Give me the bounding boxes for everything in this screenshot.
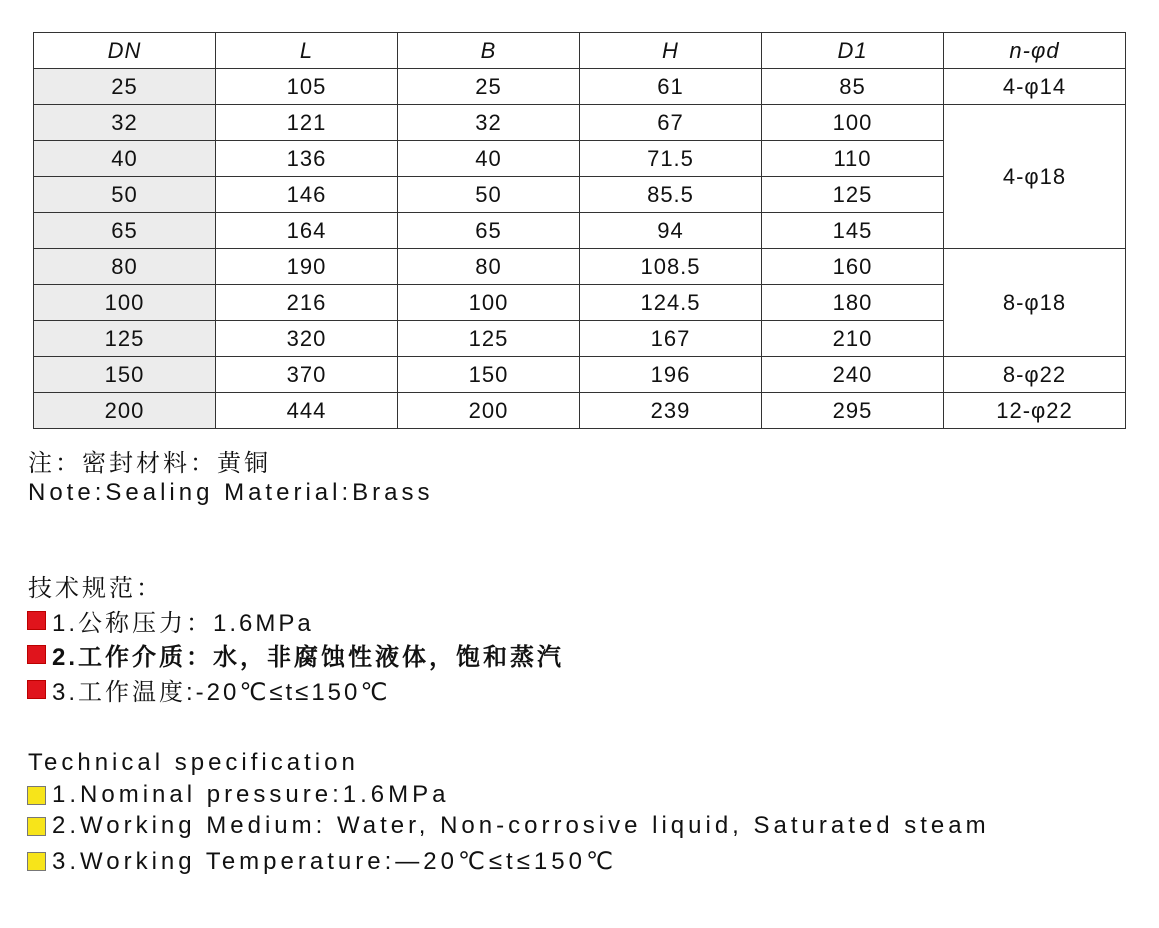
- spec-en-item-text: 3.Working Temperature:—20℃≤t≤150℃: [52, 848, 617, 875]
- cell-d1: 210: [762, 321, 944, 357]
- spec-en-item: [27, 847, 617, 876]
- header-b: B: [398, 33, 580, 69]
- cell-d1: 295: [762, 393, 944, 429]
- spec-cn-item-text: 2.工作介质：水，非腐蚀性液体，饱和蒸汽: [52, 644, 565, 671]
- cell-bolts: 4-φ14: [944, 69, 1126, 105]
- cell-b: 200: [398, 393, 580, 429]
- table-row: [34, 249, 1126, 285]
- cell-l: 164: [216, 213, 398, 249]
- cell-l: 146: [216, 177, 398, 213]
- cell-dn: 100: [34, 285, 216, 321]
- cell-dn: 200: [34, 393, 216, 429]
- cell-b: 50: [398, 177, 580, 213]
- header-dn: DN: [34, 33, 216, 69]
- spec-cn-item: [27, 672, 390, 707]
- cell-l: 216: [216, 285, 398, 321]
- table-row: [34, 105, 1126, 141]
- header-h: H: [580, 33, 762, 69]
- cell-l: 190: [216, 249, 398, 285]
- cell-h: 67: [580, 105, 762, 141]
- cell-b: 80: [398, 249, 580, 285]
- cell-l: 105: [216, 69, 398, 105]
- cell-d1: 180: [762, 285, 944, 321]
- table-header-row: [34, 33, 1126, 69]
- cell-d1: 110: [762, 141, 944, 177]
- red-square-icon: [27, 611, 46, 630]
- cell-h: 71.5: [580, 141, 762, 177]
- cell-l: 320: [216, 321, 398, 357]
- cell-d1: 240: [762, 357, 944, 393]
- header-d1: D1: [762, 33, 944, 69]
- cell-h: 196: [580, 357, 762, 393]
- spec-en-item-text: 1.Nominal pressure:1.6MPa: [52, 781, 450, 808]
- cell-dn: 50: [34, 177, 216, 213]
- cell-b: 25: [398, 69, 580, 105]
- yellow-square-icon: [27, 852, 46, 871]
- cell-dn: 80: [34, 249, 216, 285]
- cell-b: 125: [398, 321, 580, 357]
- spec-cn-item: [27, 637, 564, 672]
- cell-l: 121: [216, 105, 398, 141]
- cell-bolts: 4-φ18: [944, 105, 1126, 249]
- yellow-square-icon: [27, 817, 46, 836]
- header-l: L: [216, 33, 398, 69]
- cell-dn: 150: [34, 357, 216, 393]
- cell-h: 61: [580, 69, 762, 105]
- cell-d1: 145: [762, 213, 944, 249]
- spec-cn-item-text: 1.公称压力：1.6MPa: [52, 610, 314, 637]
- red-square-icon: [27, 645, 46, 664]
- cell-dn: 125: [34, 321, 216, 357]
- cell-dn: 65: [34, 213, 216, 249]
- spec-cn-item-text: 3.工作温度:-20℃≤t≤150℃: [52, 679, 391, 706]
- note-english: Note:Sealing Material:Brass: [28, 479, 434, 506]
- cell-b: 40: [398, 141, 580, 177]
- spec-en-item: [27, 781, 449, 809]
- cell-l: 444: [216, 393, 398, 429]
- cell-d1: 125: [762, 177, 944, 213]
- cell-h: 94: [580, 213, 762, 249]
- cell-b: 32: [398, 105, 580, 141]
- yellow-square-icon: [27, 786, 46, 805]
- cell-l: 136: [216, 141, 398, 177]
- cell-d1: 100: [762, 105, 944, 141]
- header-bolts: n-φd: [944, 33, 1126, 69]
- cell-h: 85.5: [580, 177, 762, 213]
- table-row: [34, 69, 1126, 105]
- cell-bolts: 12-φ22: [944, 393, 1126, 429]
- cell-bolts: 8-φ18: [944, 249, 1126, 357]
- cell-d1: 160: [762, 249, 944, 285]
- cell-dn: 25: [34, 69, 216, 105]
- spec-cn-item: [27, 603, 314, 638]
- table-row: [34, 357, 1126, 393]
- cell-b: 100: [398, 285, 580, 321]
- cell-b: 65: [398, 213, 580, 249]
- red-square-icon: [27, 680, 46, 699]
- cell-dn: 40: [34, 141, 216, 177]
- spec-en-item: [27, 812, 990, 840]
- cell-dn: 32: [34, 105, 216, 141]
- cell-h: 108.5: [580, 249, 762, 285]
- specification-table: [33, 32, 1126, 429]
- spec-cn-title: 技术规范：: [28, 575, 163, 602]
- cell-d1: 85: [762, 69, 944, 105]
- spec-en-item-text: 2.Working Medium: Water, Non-corrosive liquid, Saturated steam: [52, 812, 990, 839]
- cell-b: 150: [398, 357, 580, 393]
- table-row: [34, 393, 1126, 429]
- cell-h: 239: [580, 393, 762, 429]
- cell-h: 124.5: [580, 285, 762, 321]
- cell-h: 167: [580, 321, 762, 357]
- spec-en-title: Technical specification: [28, 749, 359, 776]
- cell-l: 370: [216, 357, 398, 393]
- cell-bolts: 8-φ22: [944, 357, 1126, 393]
- note-chinese: 注：密封材料：黄铜: [28, 450, 271, 477]
